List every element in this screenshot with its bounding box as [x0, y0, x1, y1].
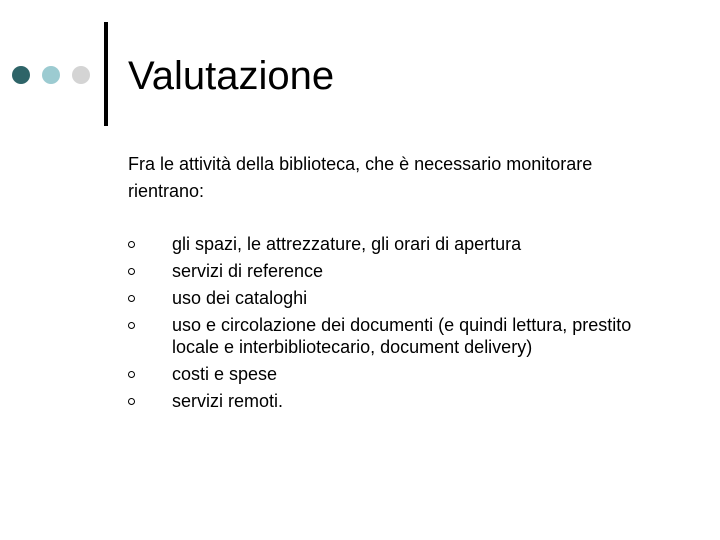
list-item-text: gli spazi, le attrezzature, gli orari di apertura — [172, 234, 522, 254]
list-item-text: costi e spese — [172, 364, 278, 384]
intro-text: Fra le attività della biblioteca, che è necessario monitorare rientrano: — [128, 154, 593, 201]
list-item — [128, 287, 658, 309]
hollow-circle-icon — [128, 241, 135, 248]
list-item-text: uso e circolazione dei documenti (e quindi lettura, prestito locale e interbibliotecario, document delivery) — [172, 315, 632, 357]
list-item — [128, 363, 658, 385]
hollow-circle-icon — [128, 398, 135, 405]
decorative-dot-grey-icon — [72, 66, 90, 84]
title-divider — [104, 22, 108, 126]
decorative-dot-dark-icon — [12, 66, 30, 84]
list-item-text: servizi di reference — [172, 261, 324, 281]
decorative-dot-light-icon — [42, 66, 60, 84]
bullet-list — [128, 233, 658, 417]
hollow-circle-icon — [128, 295, 135, 302]
list-item — [128, 314, 658, 358]
hollow-circle-icon — [128, 322, 135, 329]
list-item-text: servizi remoti. — [172, 391, 284, 411]
hollow-circle-icon — [128, 371, 135, 378]
list-item-text: uso dei cataloghi — [172, 288, 308, 308]
hollow-circle-icon — [128, 268, 135, 275]
slide-title: Valutazione — [128, 54, 335, 98]
list-item — [128, 260, 658, 282]
list-item — [128, 390, 658, 412]
list-item — [128, 233, 658, 255]
